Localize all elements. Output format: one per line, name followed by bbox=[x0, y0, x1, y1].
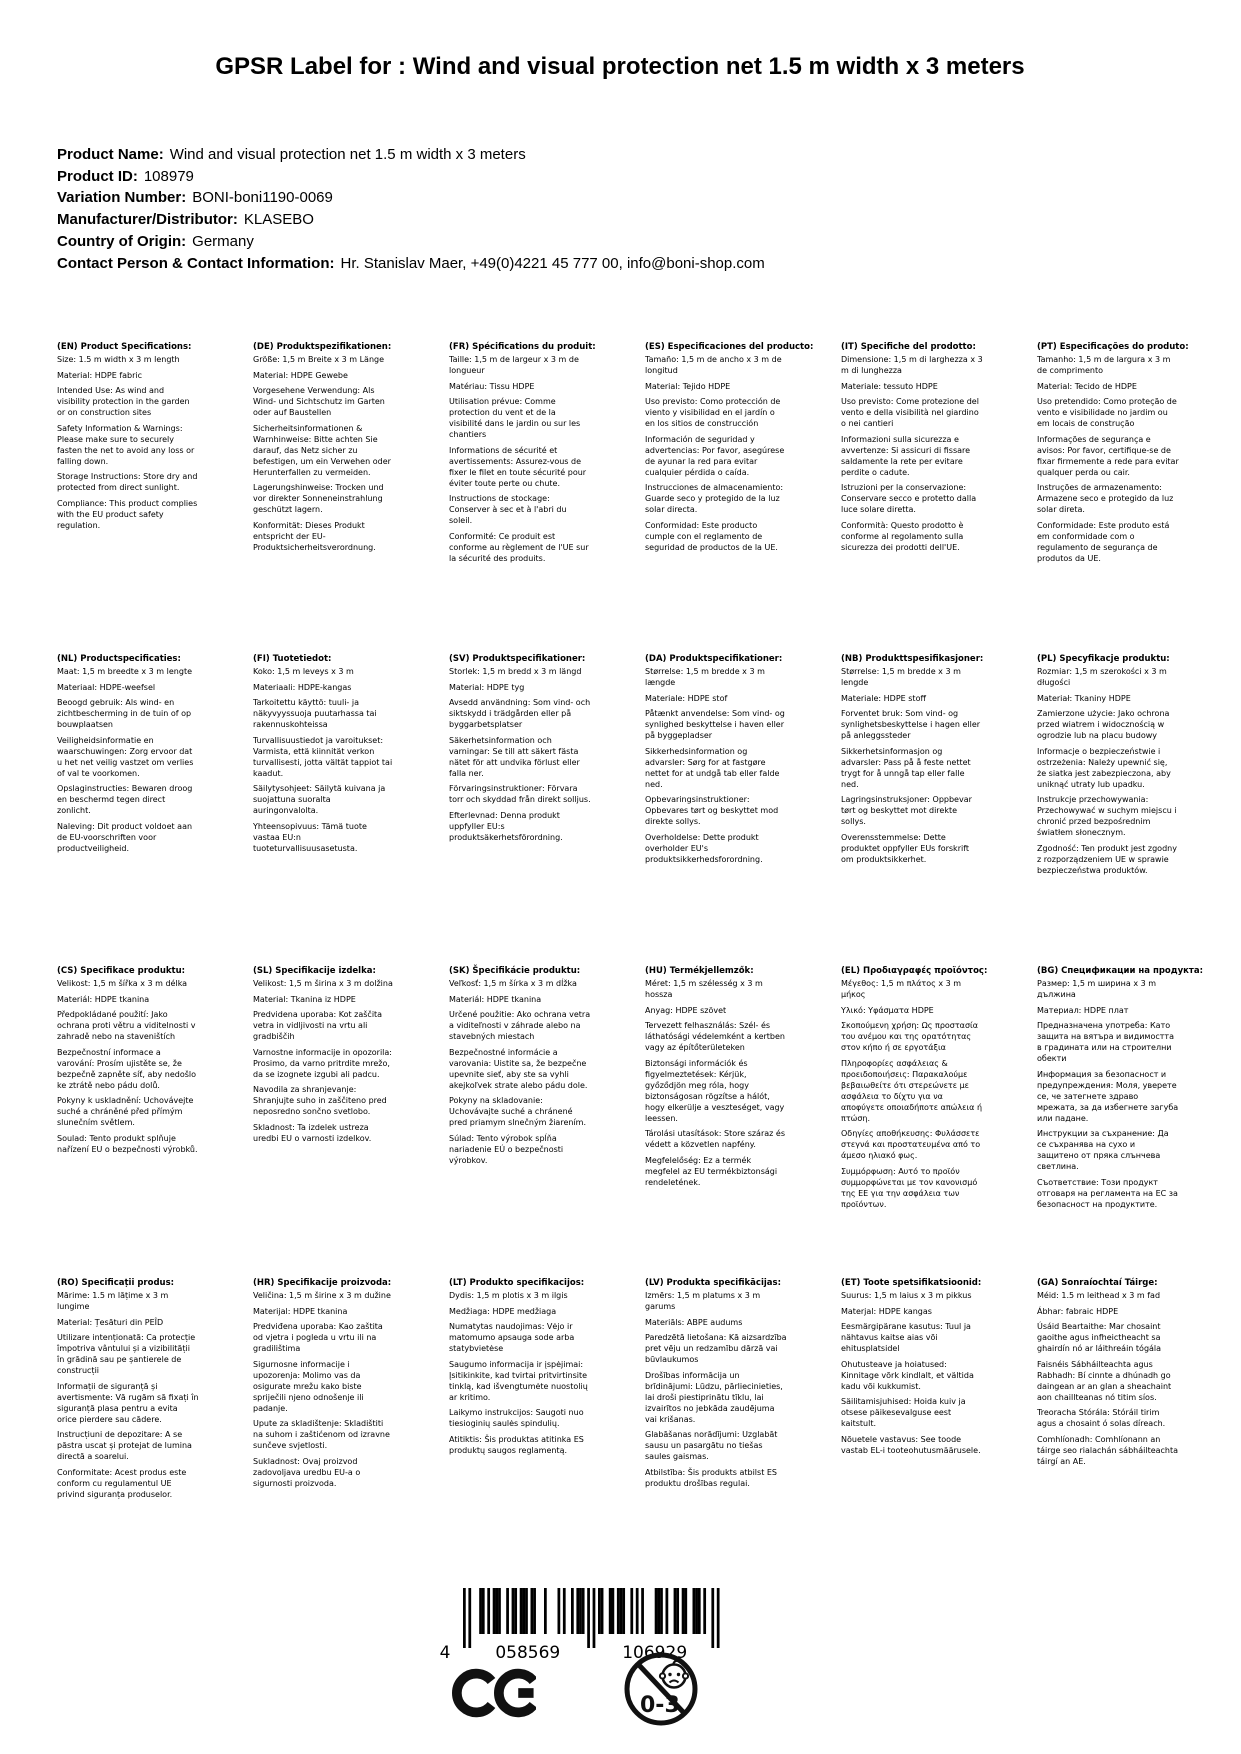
spec-block-nl bbox=[57, 654, 253, 966]
spec-paragraph: Mărime: 1.5 m lățime x 3 m lungime bbox=[57, 1291, 169, 1311]
spec-paragraph: Material: HDPE Gewebe bbox=[253, 370, 348, 380]
spec-block-heading: (DE) Produktspezifikationen: bbox=[253, 342, 392, 352]
spec-block-heading: (IT) Specifiche del prodotto: bbox=[841, 342, 976, 352]
spec-paragraph: Съответствие: Този продукт отговаря на регламента на ЕС за безопасност на продуктите. bbox=[1037, 1177, 1178, 1209]
spec-block-heading: (PT) Especificações do produto: bbox=[1037, 342, 1189, 352]
spec-paragraph: Koko: 1,5 m leveys x 3 m bbox=[253, 667, 354, 676]
spec-paragraph: Treoracha Stórála: Stóráil tirim agus a chosaint ó solas díreach. bbox=[1037, 1408, 1166, 1428]
spec-paragraph: Materjal: HDPE kangas bbox=[841, 1306, 932, 1316]
spec-paragraph: Upute za skladištenje: Skladištiti na suhom i zaštićenom od izravne sunčeve svjetlosti. bbox=[253, 1419, 390, 1450]
spec-paragraph: Overensstemmelse: Dette produktet oppfyller EUs forskrift om produktsikkerhet. bbox=[841, 832, 970, 864]
spec-block-heading: (RO) Specificații produs: bbox=[57, 1278, 175, 1288]
spec-paragraph: Biztonsági információk és figyelmeztetések: Kérjük, győződjön meg róla, hogy biztonságosan rögzítse a hálót, hogy elkerülje a veszteséget, vagy leessen. bbox=[645, 1058, 785, 1123]
spec-paragraph: Materiale: HDPE stof bbox=[645, 693, 728, 703]
spec-paragraph: Soulad: Tento produkt splňuje nařízení EU o bezpečnosti výrobků. bbox=[57, 1133, 198, 1154]
spec-paragraph: Bezpečnostné informácie a varovania: Uistite sa, že bezpečne upevnite sieť, aby ste sa vyhli akejkoľvek strate alebo pádu dole. bbox=[449, 1047, 588, 1090]
spec-block-sv bbox=[449, 654, 645, 966]
spec-paragraph: Размер: 1,5 m ширина x 3 m дължина bbox=[1037, 979, 1157, 999]
spec-paragraph: Conformità: Questo prodotto è conforme al regolamento sulla sicurezza dei prodotti dell'UE. bbox=[841, 520, 964, 552]
spec-block-heading: (HR) Specifikacije proizvoda: bbox=[253, 1278, 392, 1288]
spec-block-heading: (SL) Specifikacije izdelka: bbox=[253, 966, 376, 976]
spec-paragraph: Uso pretendido: Como proteção de vento e visibilidade no jardim ou em locais de construção bbox=[1037, 397, 1177, 428]
spec-block-ga bbox=[1037, 1278, 1233, 1590]
spec-paragraph: Förvaringsinstruktioner: Förvara torr och skyddad från direkt solljus. bbox=[449, 784, 591, 804]
spec-paragraph: Předpokládané použití: Jako ochrana proti větru a viditelnosti v zahradě nebo na staveništích bbox=[57, 1010, 196, 1041]
spec-paragraph: Velikost: 1,5 m šířka x 3 m délka bbox=[57, 979, 188, 988]
spec-block-heading: (PL) Specyfikacje produktu: bbox=[1037, 654, 1170, 664]
spec-paragraph: Navodila za shranjevanje: Shranjujte suho in zaščiteno pred neposredno sončno svetlobo. bbox=[253, 1085, 387, 1116]
spec-paragraph: Comhlíonadh: Comhlíonann an táirge seo rialachán sábháilteachta táirgí an AE. bbox=[1037, 1434, 1179, 1466]
spec-paragraph: Sigurnosne informacije i upozorenja: Molimo vas da osigurate mrežu kako biste spriječili njeno odnošenje ili padanje. bbox=[253, 1359, 364, 1413]
product-info-label: Manufacturer/Distributor: bbox=[57, 211, 238, 229]
spec-paragraph: Numatytas naudojimas: Vėjo ir matomumo apsauga sode arba statybvietėse bbox=[449, 1322, 575, 1353]
spec-paragraph: Dimensione: 1,5 m di larghezza x 3 m di lunghezza bbox=[841, 355, 983, 375]
ce-mark-icon bbox=[452, 1662, 536, 1728]
spec-paragraph: Medžiaga: HDPE medžiaga bbox=[449, 1306, 557, 1316]
spec-paragraph: Material: Tkanina iz HDPE bbox=[253, 994, 356, 1004]
spec-paragraph: Suurus: 1,5 m laius x 3 m pikkus bbox=[841, 1291, 972, 1300]
spec-paragraph: Οδηγίες αποθήκευσης: Φυλάσσετε στεγνά και προστατευμένα από το άμεσο ηλιακό φως. bbox=[841, 1129, 981, 1160]
product-info-row bbox=[57, 231, 1157, 253]
spec-paragraph: Pokyny na skladovanie: Uchovávajte suché a chránené pred priamym slnečným žiarením. bbox=[449, 1096, 586, 1127]
spec-paragraph: Tárolási utasítások: Store száraz és védett a közvetlen napfény. bbox=[645, 1129, 785, 1149]
spec-paragraph: Material: Tecido de HDPE bbox=[1037, 381, 1137, 391]
spec-paragraph: Súlad: Tento výrobok spĺňa nariadenie EÚ o bezpečnosti výrobkov. bbox=[449, 1133, 564, 1165]
spec-paragraph: Uso previsto: Como protección de viento y visibilidad en el jardín o en los sitios de construcción bbox=[645, 397, 781, 428]
barcode-lead-digit: 4 bbox=[439, 1643, 451, 1663]
spec-paragraph: Určené použitie: Ako ochrana vetra a viditeľnosti v záhrade alebo na stavebných miestach bbox=[449, 1010, 591, 1041]
spec-paragraph: Materiał: Tkaniny HDPE bbox=[1037, 693, 1131, 703]
product-info-label: Country of Origin: bbox=[57, 232, 187, 250]
spec-paragraph: Safety Information & Warnings: Please make sure to securely fasten the net to avoid any loss or falling down. bbox=[57, 423, 195, 466]
spec-block-heading: (ES) Especificaciones del producto: bbox=[645, 342, 814, 352]
product-info-label: Contact Person & Contact Information: bbox=[57, 254, 335, 272]
spec-paragraph: Предназначена употреба: Като защита на вятъра и видимостта в градината или на строителни обекти bbox=[1037, 1021, 1174, 1063]
spec-paragraph: Turvallisuustiedot ja varoitukset: Varmista, että kiinnität verkon turvallisesti, jotta vältät tappiot tai kaadut. bbox=[253, 735, 393, 778]
spec-block-heading: (GA) Sonraíochtaí Táirge: bbox=[1037, 1278, 1158, 1288]
spec-paragraph: Informacje o bezpieczeństwie i ostrzeżenia: Należy upewnić się, że siatka jest zabezpieczona, aby uniknąć utraty lub upadku. bbox=[1037, 746, 1171, 789]
spec-block-fr bbox=[449, 342, 645, 654]
spec-block-de bbox=[253, 342, 449, 654]
spec-paragraph: Instrucciones de almacenamiento: Guarde seco y protegido de la luz solar directa. bbox=[645, 483, 784, 514]
spec-block-hu bbox=[645, 966, 841, 1278]
spec-paragraph: Atitiktis: Šis produktas atitinka ES produktų saugos reglamentą. bbox=[449, 1434, 584, 1455]
spec-paragraph: Taille: 1,5 m de largeur x 3 m de longueur bbox=[449, 355, 579, 375]
product-info-row bbox=[57, 209, 1157, 231]
spec-paragraph: Συμμόρφωση: Αυτό το προϊόν συμμορφώνεται με τον κανονισμό της ΕΕ για την ασφάλεια των προϊόντων. bbox=[841, 1166, 978, 1209]
spec-block-pl bbox=[1037, 654, 1233, 966]
spec-paragraph: Материал: HDPE плат bbox=[1037, 1005, 1129, 1015]
spec-paragraph: Säilytysohjeet: Säilytä kuivana ja suojattuna suoralta auringonvalolta. bbox=[253, 784, 386, 815]
spec-paragraph: Megfelelőség: Ez a termék megfelel az EU termékbiztonsági rendeletének. bbox=[645, 1155, 778, 1187]
spec-block-sl bbox=[253, 966, 449, 1278]
spec-paragraph: Ohutusteave ja hoiatused: Kinnitage võrk kindlalt, et vältida kadu või kukkumist. bbox=[841, 1359, 974, 1391]
spec-paragraph: Maat: 1,5 m breedte x 3 m lengte bbox=[57, 667, 192, 676]
spec-paragraph: Инструкции за съхранение: Да се съхранява на сухо и защитено от пряка слънчева светлина. bbox=[1037, 1129, 1169, 1171]
spec-block-heading: (SK) Špecifikácie produktu: bbox=[449, 966, 581, 976]
spec-paragraph: Dydis: 1,5 m plotis x 3 m ilgis bbox=[449, 1291, 568, 1300]
spec-paragraph: Lagringsinstruksjoner: Oppbevar tørt og beskyttet mot direkte sollys. bbox=[841, 795, 972, 826]
spec-paragraph: Instruções de armazenamento: Armazene seco e protegido da luz solar direta. bbox=[1037, 483, 1174, 514]
spec-paragraph: Opbevaringsinstruktioner: Opbevares tørt og beskyttet mod direkte sollys. bbox=[645, 795, 779, 826]
spec-paragraph: Materiál: HDPE tkanina bbox=[57, 994, 150, 1004]
spec-paragraph: Ábhar: fabraic HDPE bbox=[1037, 1306, 1119, 1316]
product-info-row bbox=[57, 144, 1157, 166]
spec-block-heading: (FI) Tuotetiedot: bbox=[253, 654, 332, 664]
spec-block-en bbox=[57, 342, 253, 654]
spec-paragraph: Tarkoitettu käyttö: tuuli- ja näkyvyyssuoja puutarhassa tai rakennuskohteissa bbox=[253, 698, 377, 729]
spec-block-nb bbox=[841, 654, 1037, 966]
spec-paragraph: Uso previsto: Come protezione del vento e della visibilità nel giardino o nei cantieri bbox=[841, 397, 979, 428]
spec-paragraph: Størrelse: 1,5 m bredde x 3 m længde bbox=[645, 667, 765, 687]
spec-paragraph: Varnostne informacije in opozorila: Prosimo, da varno pritrdite mrežo, da se izognete izgubi ali padcu. bbox=[253, 1047, 392, 1079]
spec-paragraph: Veiligheidsinformatie en waarschuwingen: Zorg ervoor dat u het net veilig vastzet om verlies of val te voorkomen. bbox=[57, 735, 194, 778]
spec-block-et bbox=[841, 1278, 1037, 1590]
spec-paragraph: Veľkosť: 1,5 m šírka x 3 m dĺžka bbox=[449, 979, 577, 988]
spec-block-heading: (LV) Produkta specifikācijas: bbox=[645, 1278, 781, 1288]
product-info-value: 108979 bbox=[143, 167, 194, 185]
spec-block-heading: (HU) Termékjellemzők: bbox=[645, 966, 754, 976]
product-info-row bbox=[57, 253, 1157, 275]
spec-paragraph: Materiaali: HDPE-kangas bbox=[253, 682, 352, 692]
spec-paragraph: Instrucțiuni de depozitare: A se păstra uscat și protejat de lumina directă a soarelui. bbox=[57, 1430, 192, 1461]
spec-paragraph: Efterlevnad: Denna produkt uppfyller EU:s produktsäkerhetsförordning. bbox=[449, 810, 563, 842]
product-info-value: KLASEBO bbox=[243, 211, 314, 229]
spec-paragraph: Πληροφορίες ασφάλειας & προειδοποιήσεις: Παρακαλούμε βεβαιωθείτε ότι στερεώνετε με ασφάλεια το δίχτυ για να αποφύγετε οποιαδήποτε απώλεια ή πτώση. bbox=[841, 1058, 983, 1123]
spec-block-sk bbox=[449, 966, 645, 1278]
spec-paragraph: Material: Țesături din PEÎD bbox=[57, 1317, 164, 1327]
spec-paragraph: Sikkerhedsinformation og advarsler: Sørg for at fastgøre nettet for at undgå tab eller falde ned. bbox=[645, 746, 780, 789]
age-warning-0-3-icon bbox=[622, 1650, 700, 1732]
spec-block-heading: (CS) Specifikace produktu: bbox=[57, 966, 186, 976]
spec-block-heading: (SV) Produktspecifikationer: bbox=[449, 654, 586, 664]
product-info-value: Hr. Stanislav Maer, +49(0)4221 45 777 00, info@boni-shop.com bbox=[340, 254, 765, 272]
spec-paragraph: Storlek: 1,5 m bredd x 3 m längd bbox=[449, 667, 582, 676]
spec-paragraph: Informații de siguranță și avertismente: Vă rugăm să fixați în siguranță plasa pentru a evita orice pierdere sau cădere. bbox=[57, 1381, 199, 1424]
spec-block-heading: (FR) Spécifications du produit: bbox=[449, 342, 596, 352]
spec-block-heading: (EN) Product Specifications: bbox=[57, 342, 192, 352]
product-info-value: Wind and visual protection net 1.5 m width x 3 meters bbox=[169, 146, 526, 163]
spec-paragraph: Materiale: HDPE stoff bbox=[841, 693, 926, 703]
spec-grid bbox=[57, 342, 1235, 1590]
spec-paragraph: Rozmiar: 1,5 m szerokości x 3 m długości bbox=[1037, 667, 1167, 687]
spec-paragraph: Anyag: HDPE szövet bbox=[645, 1005, 727, 1015]
spec-paragraph: Conformitate: Acest produs este conform cu regulamentul UE privind siguranța produselor. bbox=[57, 1467, 187, 1499]
spec-paragraph: Materiāls: ABPE audums bbox=[645, 1317, 743, 1327]
product-info-label: Product Name: bbox=[57, 146, 164, 163]
spec-paragraph: Påtænkt anvendelse: Som vind- og synlighed beskyttelse i haven eller på byggepladser bbox=[645, 709, 785, 740]
barcode-left-digits: 058569 bbox=[495, 1643, 561, 1663]
spec-paragraph: Istruzioni per la conservazione: Conservare secco e protetto dalla luce solare diretta. bbox=[841, 483, 977, 514]
spec-block-lt bbox=[449, 1278, 645, 1590]
spec-block-cs bbox=[57, 966, 253, 1278]
spec-paragraph: Konformität: Dieses Produkt entspricht der EU-Produktsicherheitsverordnung. bbox=[253, 520, 376, 552]
spec-paragraph: Информация за безопасност и предупреждения: Моля, уверете се, че затегнете здраво мрежата, за да избегнете загуба или падане. bbox=[1037, 1069, 1179, 1123]
spec-paragraph: Laikymo instrukcijos: Saugoti nuo tiesioginių saulės spindulių. bbox=[449, 1408, 584, 1428]
spec-paragraph: Tamanho: 1,5 m de largura x 3 m de comprimento bbox=[1037, 355, 1171, 375]
spec-paragraph: Material: Tejido HDPE bbox=[645, 381, 731, 391]
spec-paragraph: Conformidade: Este produto está em conformidade com o regulamento de segurança de produtos da UE. bbox=[1037, 520, 1170, 563]
spec-paragraph: Úsáid Beartaithe: Mar chosaint gaoithe agus infheictheacht sa ghairdín nó ar láithreáin tógála bbox=[1037, 1322, 1162, 1353]
product-info-row bbox=[57, 166, 1157, 188]
spec-paragraph: Izmērs: 1,5 m platums x 3 m garums bbox=[645, 1291, 761, 1311]
spec-paragraph: Predviđena uporaba: Kao zaštita od vjetra i pogleda u vrtu ili na gradilištima bbox=[253, 1322, 383, 1353]
spec-paragraph: Instrukcje przechowywania: Przechowywać w suchym miejscu i chronić przed bezpośrednim światłem słonecznym. bbox=[1037, 795, 1177, 837]
spec-paragraph: Skladnost: Ta izdelek ustreza uredbi EU o varnosti izdelkov. bbox=[253, 1122, 372, 1143]
product-info-label: Product ID: bbox=[57, 167, 138, 185]
spec-block-heading: (DA) Produktspecifikationer: bbox=[645, 654, 783, 664]
spec-paragraph: Tervezett felhasználás: Szél- és láthatósági védelemként a kertben vagy az építőterületeken bbox=[645, 1021, 786, 1052]
spec-paragraph: Størrelse: 1,5 m bredde x 3 m lengde bbox=[841, 667, 961, 687]
spec-paragraph: Materiale: tessuto HDPE bbox=[841, 381, 938, 391]
spec-paragraph: Faisnéis Sábháilteachta agus Rabhadh: Bí cinnte a dhúnadh go daingean ar an glan a sheachaint aon chaillteanas nó titim síos. bbox=[1037, 1359, 1172, 1402]
product-info-section bbox=[57, 144, 1157, 274]
spec-paragraph: Méid: 1.5 m leithead x 3 m fad bbox=[1037, 1291, 1161, 1300]
spec-paragraph: Atbilstība: Šis produkts atbilst ES produktu drošības regulai. bbox=[645, 1467, 778, 1488]
spec-paragraph: Sukladnost: Ovaj proizvod zadovoljava uredbu EU-a o sigurnosti proizvoda. bbox=[253, 1456, 361, 1488]
spec-paragraph: Saugumo informacija ir įspėjimai: Įsitikinkite, kad tvirtai pritvirtinsite tinklą, kad išvengtumėte nuostolių ar kritimo. bbox=[449, 1359, 588, 1402]
spec-block-el bbox=[841, 966, 1037, 1278]
spec-paragraph: Veličina: 1,5 m širine x 3 m dužine bbox=[253, 1291, 391, 1300]
spec-paragraph: Información de seguridad y advertencias: Por favor, asegúrese de ayunar la red para evitar cualquier pérdida o caída. bbox=[645, 434, 785, 477]
spec-block-it bbox=[841, 342, 1037, 654]
spec-paragraph: Drošības informācija un brīdinājumi: Lūdzu, pārliecinieties, lai droši piestiprinātu tīklu, lai izvairītos no jebkāda zaudējuma vai krišanas. bbox=[645, 1370, 783, 1424]
spec-block-heading: (BG) Спецификации на продукта: bbox=[1037, 966, 1203, 976]
spec-paragraph: Material: HDPE fabric bbox=[57, 370, 143, 380]
spec-paragraph: Lagerungshinweise: Trocken und vor direkter Sonneneinstrahlung geschützt lagern. bbox=[253, 483, 384, 514]
spec-paragraph: Σκοπούμενη χρήση: Ως προστασία του ανέμου και της ορατότητας στον κήπο ή σε εργοτάξια bbox=[841, 1021, 978, 1052]
spec-paragraph: Méret: 1,5 m szélesség x 3 m hossza bbox=[645, 979, 763, 999]
spec-block-es bbox=[645, 342, 841, 654]
page-title: GPSR Label for : Wind and visual protection net 1.5 m width x 3 meters bbox=[215, 53, 1025, 80]
spec-paragraph: Materiaal: HDPE-weefsel bbox=[57, 682, 156, 692]
spec-paragraph: Tamaño: 1,5 m de ancho x 3 m de longitud bbox=[645, 355, 782, 375]
spec-paragraph: Informações de segurança e avisos: Por favor, certifique-se de fixar firmemente a rede para evitar qualquer perda ou cair. bbox=[1037, 434, 1179, 477]
spec-paragraph: Glabāšanas norādījumi: Uzglabāt sausu un pasargātu no tiešas saules gaismas. bbox=[645, 1430, 778, 1461]
spec-block-fi bbox=[253, 654, 449, 966]
spec-paragraph: Υλικό: Υφάσματα HDPE bbox=[841, 1005, 934, 1015]
spec-paragraph: Conformité: Ce produit est conforme au règlement de l'UE sur la sécurité des produits. bbox=[449, 531, 589, 563]
spec-paragraph: Informazioni sulla sicurezza e avvertenze: Si assicuri di fissare saldamente la rete per evitare perdite o cadute. bbox=[841, 434, 971, 477]
spec-paragraph: Pokyny k uskladnění: Uchovávejte suché a chráněné před přímým slunečním světlem. bbox=[57, 1096, 194, 1127]
spec-paragraph: Storage Instructions: Store dry and protected from direct sunlight. bbox=[57, 472, 198, 492]
spec-paragraph: Beoogd gebruik: Als wind- en zichtbescherming in de tuin of op bouwplaatsen bbox=[57, 698, 192, 729]
spec-paragraph: Matériau: Tissu HDPE bbox=[449, 381, 535, 391]
spec-paragraph: Paredzētā lietošana: Kā aizsardzība pret vēju un redzamību dārzā vai būvlaukumos bbox=[645, 1333, 787, 1364]
spec-block-ro bbox=[57, 1278, 253, 1590]
product-info-value: BONI-boni1190-0069 bbox=[192, 189, 333, 207]
spec-paragraph: Sikkerhetsinformasjon og advarsler: Pass på å feste nettet trygt for å unngå tap eller falle ned. bbox=[841, 746, 971, 789]
spec-paragraph: Material: HDPE tyg bbox=[449, 682, 525, 692]
spec-paragraph: Overholdelse: Dette produkt overholder EU's produktsikkerhedsforordning. bbox=[645, 832, 763, 864]
product-info-label: Variation Number: bbox=[57, 189, 187, 207]
spec-block-lv bbox=[645, 1278, 841, 1590]
spec-block-heading: (LT) Produkto specifikacijos: bbox=[449, 1278, 585, 1288]
spec-paragraph: Velikost: 1,5 m širina x 3 m dolžina bbox=[253, 979, 393, 988]
spec-paragraph: Forventet bruk: Som vind- og synlighetsbeskyttelse i hagen eller på anleggssteder bbox=[841, 709, 981, 740]
spec-paragraph: Nõuetele vastavus: See toode vastab EL-i tooteohutusmäärusele. bbox=[841, 1434, 981, 1455]
spec-block-heading: (ET) Toote spetsifikatsioonid: bbox=[841, 1278, 982, 1288]
spec-paragraph: Naleving: Dit product voldoet aan de EU-voorschriften voor productveiligheid. bbox=[57, 821, 193, 853]
spec-paragraph: Zgodność: Ten produkt jest zgodny z rozporządzeniem UE w sprawie bezpieczeństwa produktów. bbox=[1037, 843, 1177, 875]
spec-paragraph: Säilitamisjuhised: Hoida kuiv ja otsese päikesevalguse eest kaitstult. bbox=[841, 1397, 966, 1428]
spec-paragraph: Utilisation prévue: Comme protection du vent et de la visibilité dans le jardin ou sur les chantiers bbox=[449, 397, 581, 439]
spec-paragraph: Größe: 1,5 m Breite x 3 m Länge bbox=[253, 355, 385, 364]
spec-paragraph: Avsedd användning: Som vind- och siktskydd i trädgården eller på byggarbetsplatser bbox=[449, 698, 591, 729]
spec-block-heading: (NL) Productspecificaties: bbox=[57, 654, 181, 664]
spec-paragraph: Materijal: HDPE tkanina bbox=[253, 1306, 348, 1316]
spec-block-heading: (EL) Προδιαγραφές προϊόντος: bbox=[841, 966, 988, 976]
spec-block-hr bbox=[253, 1278, 449, 1590]
spec-block-pt bbox=[1037, 342, 1233, 654]
spec-paragraph: Eesmärgipärane kasutus: Tuul ja nähtavus kaitse aias või ehitusplatsidel bbox=[841, 1322, 971, 1353]
product-info-row bbox=[57, 187, 1157, 209]
spec-paragraph: Compliance: This product complies with the EU product safety regulation. bbox=[57, 498, 198, 530]
spec-block-heading: (NB) Produkttspesifikasjoner: bbox=[841, 654, 984, 664]
spec-paragraph: Predvidena uporaba: Kot zaščita vetra in vidljivosti na vrtu ali gradbiščih bbox=[253, 1010, 383, 1041]
spec-paragraph: Instructions de stockage: Conserver à sec et à l'abri du soleil. bbox=[449, 494, 567, 525]
spec-paragraph: Säkerhetsinformation och varningar: Se till att säkert fästa nätet för att undvika förlust eller falla ner. bbox=[449, 735, 580, 778]
spec-paragraph: Bezpečnostní informace a varování: Prosím ujistěte se, že bezpečně zapněte síť, aby nedošlo ke ztrátě nebo pádu dolů. bbox=[57, 1047, 197, 1090]
spec-block-da bbox=[645, 654, 841, 966]
spec-paragraph: Intended Use: As wind and visibility protection in the garden or on construction sites bbox=[57, 386, 190, 417]
spec-paragraph: Utilizare intenționată: Ca protecție împotriva vântului și a vizibilității în grădină sau pe șantierele de construcții bbox=[57, 1333, 196, 1375]
spec-paragraph: Sicherheitsinformationen & Warnhinweise: Bitte achten Sie darauf, das Netz sicher zu befestigen, um ein Verwehen oder Herunterfallen zu vermeiden. bbox=[253, 423, 391, 477]
spec-paragraph: Vorgesehene Verwendung: Als Wind- und Sichtschutz im Garten oder auf Baustellen bbox=[253, 386, 385, 417]
age-warning-label: 0-3 bbox=[640, 1693, 680, 1718]
spec-block-bg bbox=[1037, 966, 1233, 1278]
spec-paragraph: Μέγεθος: 1,5 m πλάτος x 3 m μήκος bbox=[841, 979, 962, 999]
spec-paragraph: Conformidad: Este producto cumple con el reglamento de seguridad de productos de la UE. bbox=[645, 520, 778, 552]
spec-paragraph: Materiál: HDPE tkanina bbox=[449, 994, 542, 1004]
spec-paragraph: Zamierzone użycie: Jako ochrona przed wiatrem i widocznością w ogrodzie lub na placu budowy bbox=[1037, 709, 1170, 740]
product-info-value: Germany bbox=[192, 232, 254, 250]
spec-paragraph: Opslaginstructies: Bewaren droog en beschermd tegen direct zonlicht. bbox=[57, 784, 193, 815]
spec-paragraph: Yhteensopivuus: Tämä tuote vastaa EU:n tuoteturvallisuusasetusta. bbox=[253, 821, 367, 853]
barcode-right-digits: 106929 bbox=[622, 1643, 688, 1663]
spec-paragraph: Size: 1.5 m width x 3 m length bbox=[57, 355, 180, 364]
spec-paragraph: Informations de sécurité et avertissements: Assurez-vous de fixer le filet en toute sécurité pour éviter toute perte ou chute. bbox=[449, 445, 587, 488]
